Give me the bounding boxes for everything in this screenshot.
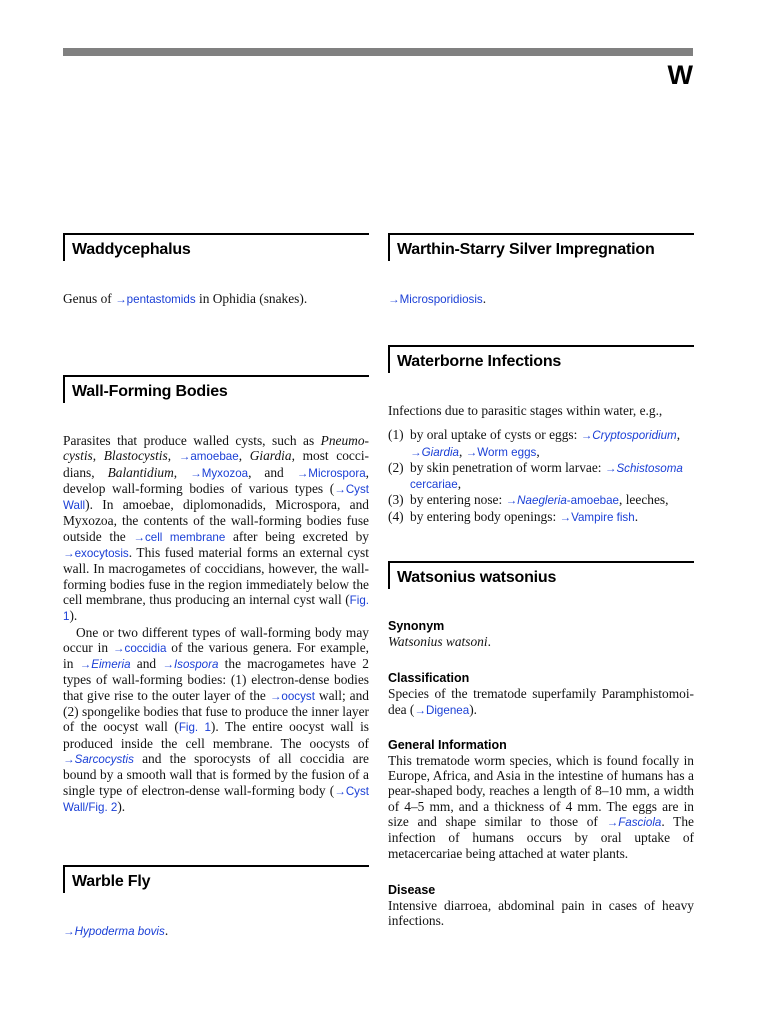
entry-heading (63, 865, 369, 893)
list-item: (4) by entering body openings: →Vampire fish. (388, 508, 639, 524)
entry-body (63, 433, 369, 815)
link-worm-eggs[interactable]: →Worm eggs (465, 445, 537, 459)
list-item: (3) by entering nose: →Naegleria-amoebae, leeches, (388, 492, 669, 508)
disease-text: Intensive diarroea, abdominal pain in cases of heavy infections. (388, 897, 694, 929)
link-digenea[interactable]: →Digenea (414, 703, 470, 717)
link-myxozoa[interactable]: →Myxozoa (190, 466, 249, 480)
link-microsporidiosis[interactable]: →Microsporidiosis (388, 293, 483, 306)
link-fasciola[interactable]: →Fasciola (606, 816, 662, 830)
link-fig-1[interactable]: Fig. 1 (63, 593, 369, 624)
link-oocyst[interactable]: →oocyst (269, 689, 315, 703)
entry-title: Wall-Forming Bodies (72, 383, 228, 400)
link-giardia[interactable]: →Giardia (410, 445, 459, 459)
link-microspora[interactable]: →Microspora (296, 466, 366, 480)
entry-title: Warthin-Starry Silver Impregnation (397, 241, 655, 258)
entry-heading (388, 233, 694, 261)
link-amoebae[interactable]: →amoebae (178, 450, 239, 464)
link-pentastomids[interactable]: →pentastomids (115, 293, 196, 306)
entry-body: →Microsporidiosis. (388, 291, 487, 306)
link-cyst-wall[interactable]: →Cyst Wall (63, 482, 369, 513)
entry-watsonius-watsonius (388, 561, 694, 929)
list-item: (2) by skin penetration of worm larvae: →Schistosoma cercariae, (388, 459, 683, 492)
subhead-synonym: Synonym (388, 619, 445, 633)
general-information-text: This trematode worm species, which is found focally in Europe, Africa, and Asia in the intestine of humans has a pear-shaped body, reaches a length of 8–10 mm, a width of 4–5 mm, and a thickness of 4 mm. The eggs are in size and shape similar to those of →Fasciola. The infection of humans occurs by oral uptake of metacercariae being attached at water plants. (388, 752, 694, 861)
link-exocytosis[interactable]: →exocytosis (63, 547, 129, 561)
entry-title: Warble Fly (72, 873, 151, 890)
section-letter: W (667, 60, 693, 90)
subhead-general-information: General Information (388, 737, 507, 752)
link-sarcocystis[interactable]: →Sarcocystis (63, 752, 134, 766)
entry-body: →Hypoderma bovis. (63, 923, 169, 938)
entry-heading (63, 233, 369, 261)
link-coccidia[interactable]: →coccidia (112, 641, 167, 655)
entry-title: Waddycephalus (72, 241, 191, 258)
entry-intro: Infections due to parasitic stages within water, e.g., (388, 403, 663, 418)
link-eimeria[interactable]: →Eimeria (79, 658, 131, 672)
paragraph-2: One or two different types of wall-forming body may occur in →coccidia of the various genera. For example, in →Eimeria and →Isospora the macrogametes have 2 types of wall-forming bodies: (1) electron-dense bodies that give rise to the outer layer of the →oocyst wall; and (2) spongelike bodies that fuse to produce the inner layer of the oocyst wall (Fig. 1). The entire oocyst wall is produced inside the cell membrane. The oocysts of →Sarcocystis and the sporocysts of all coccidia are bound by a smooth wall that is formed by the fusion of a single type of electron-dense wall-forming body (→Cyst Wall/Fig. 2). (63, 624, 370, 814)
link-amoebae-suffix[interactable]: -amoebae (566, 494, 620, 508)
paragraph-1: Parasites that produce walled cysts, such as Pneumo-cystis, Blastocystis, →amoebae, Giardia, most cocci-dians, Balantidium, →Myxozoa, and →Microspora, develop wall-forming bodies of various types (→Cyst Wall). In amoebae, diplomonadids, Microspora, and Myxozoa, the contents of the wall-forming bodies fuse outside the →cell membrane after being excreted by →exocytosis. This fused material forms an external cyst wall. In macrogametes of coccidians, however, the wall-forming bodies fuse in the region immediately below the cell membrane, thus producing an internal cyst wall (Fig. 1). (63, 433, 369, 624)
infection-route-list (388, 427, 694, 525)
link-cercariae[interactable]: cercariae (410, 478, 458, 492)
entry-warble-fly (63, 865, 369, 939)
entry-title: Waterborne Infections (397, 353, 562, 370)
link-cell-membrane[interactable]: →cell membrane (133, 530, 226, 544)
entry-waterborne-infections (388, 345, 694, 525)
classification-text: Species of the trematode superfamily Paramphistomoi-dea (→Digenea). (388, 686, 694, 717)
entry-heading (388, 345, 694, 373)
synonym-text: Watsonius watsoni. (388, 634, 491, 649)
link-naegleria[interactable]: →Naegleria (505, 494, 567, 508)
subhead-disease: Disease (388, 882, 436, 897)
link-hypoderma-bovis[interactable]: →Hypoderma bovis (63, 925, 165, 938)
entry-wall-forming-bodies (63, 375, 369, 815)
link-cyst-wall-fig2[interactable]: →Cyst Wall/Fig. 2 (63, 784, 369, 814)
entry-heading (388, 561, 694, 589)
link-fig-1b[interactable]: Fig. 1 (178, 721, 211, 735)
link-schistosoma[interactable]: →Schistosoma (604, 461, 683, 475)
link-cryptosporidium[interactable]: →Cryptosporidium (580, 429, 677, 443)
entry-warthin-starry (388, 233, 694, 307)
entry-title: Watsonius watsonius (397, 569, 557, 586)
subhead-classification: Classification (388, 671, 470, 686)
link-vampire-fish[interactable]: →Vampire fish (559, 510, 635, 524)
entry-heading (63, 375, 369, 403)
entry-body: Genus of →pentastomids in Ophidia (snakes). (63, 291, 308, 306)
header-bar (63, 48, 693, 56)
entry-waddycephalus (63, 233, 369, 307)
list-item: (1) by oral uptake of cysts or eggs: →Cryptosporidium, →Giardia, →Worm eggs, (388, 427, 681, 459)
link-isospora[interactable]: →Isospora (162, 658, 219, 672)
